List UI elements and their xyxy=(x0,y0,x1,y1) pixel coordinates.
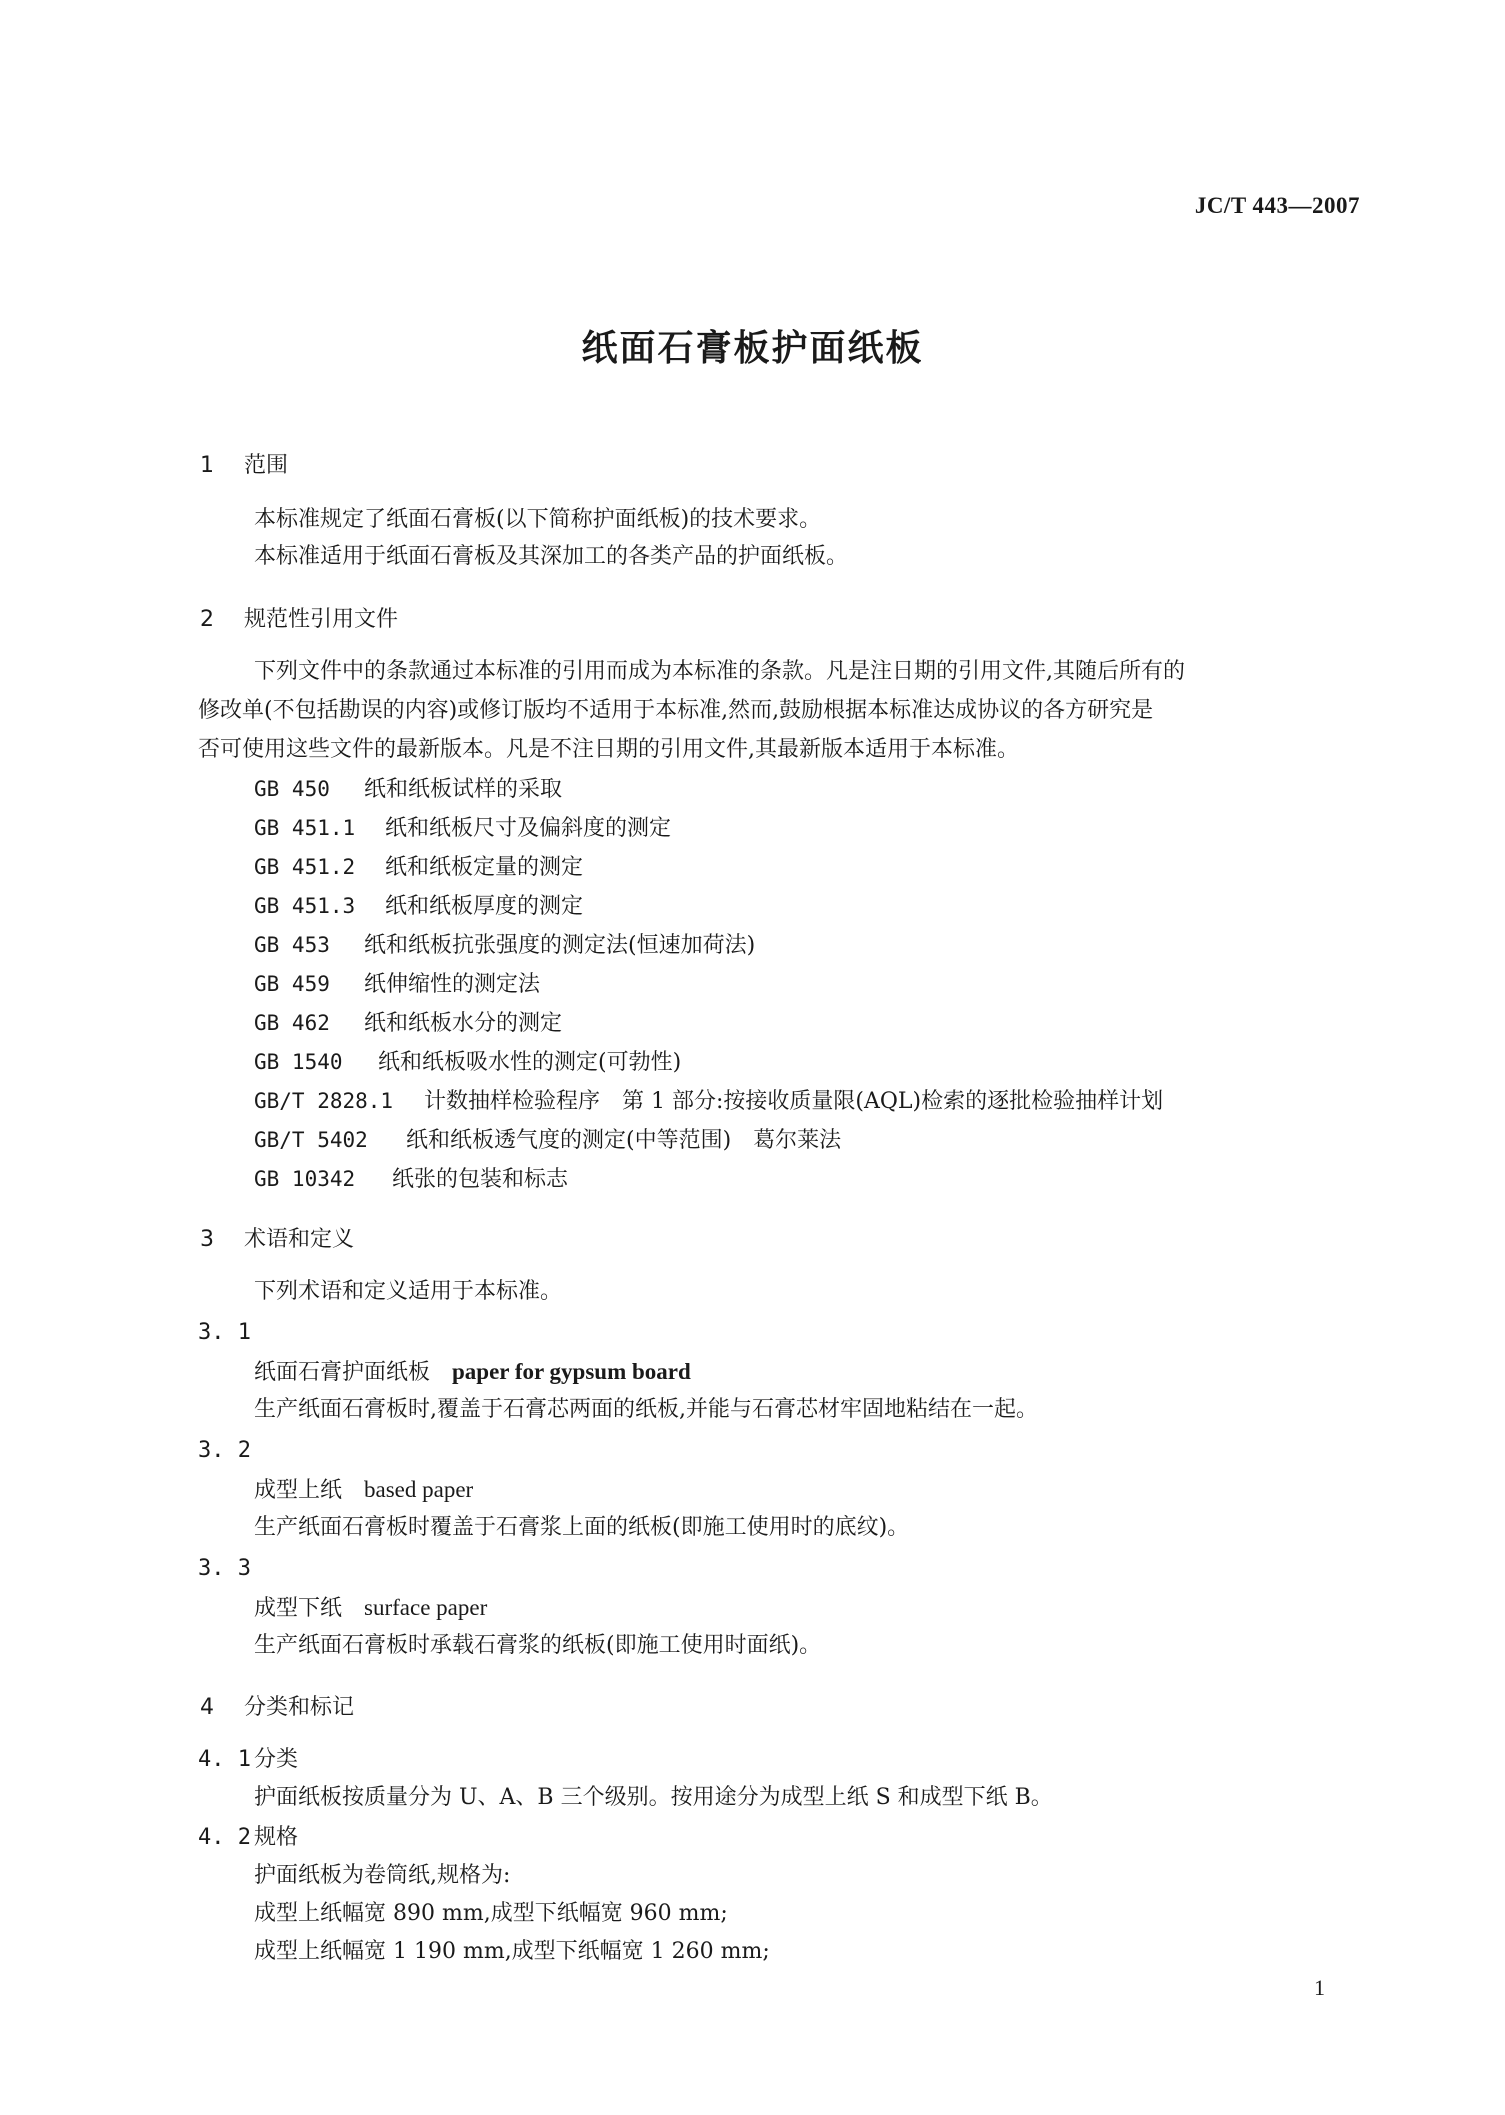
term-definition: 生产纸面石膏板时承载石膏浆的纸板(即施工使用时面纸)。 xyxy=(254,1633,822,1658)
subsection-4-2-heading xyxy=(198,1826,298,1850)
paragraph: 护面纸板按质量分为 U、A、B 三个级别。按用途分为成型上纸 S 和成型下纸 B。 xyxy=(254,1785,1053,1810)
paragraph-line: 修改单(不包括勘误的内容)或修订版均不适用于本标准,然而,鼓励根据本标准达成协议的各方研究是 xyxy=(198,698,1154,723)
term-number: 3. 3 xyxy=(198,1556,251,1581)
term-heading xyxy=(254,1478,473,1503)
reference-code: GB 1540 xyxy=(254,1050,343,1074)
term-heading xyxy=(254,1596,487,1621)
paragraph: 下列术语和定义适用于本标准。 xyxy=(254,1279,563,1304)
subsection-number: 4. 1 xyxy=(198,1747,251,1772)
reference-code: GB 451.1 xyxy=(254,816,356,840)
reference-item xyxy=(254,816,671,841)
reference-title: 纸张的包装和标志 xyxy=(392,1167,569,1192)
term-english: surface paper xyxy=(364,1595,488,1620)
term-chinese: 成型下纸 xyxy=(254,1596,343,1621)
reference-code: GB 450 xyxy=(254,777,330,801)
section-title: 规范性引用文件 xyxy=(244,607,399,632)
reference-code: GB/T 5402 xyxy=(254,1128,368,1152)
reference-code: GB 459 xyxy=(254,972,330,996)
reference-item xyxy=(254,1011,562,1036)
term-heading xyxy=(254,1360,691,1385)
reference-item xyxy=(254,972,540,997)
term-english: based paper xyxy=(364,1477,474,1502)
reference-code: GB 462 xyxy=(254,1011,330,1035)
term-number: 3. 1 xyxy=(198,1320,251,1345)
term-number: 3. 2 xyxy=(198,1438,251,1463)
reference-title: 纸和纸板抗张强度的测定法(恒速加荷法) xyxy=(364,933,756,958)
paragraph-line: 下列文件中的条款通过本标准的引用而成为本标准的条款。凡是注日期的引用文件,其随后所有的 xyxy=(254,659,1185,684)
section-number: 2 xyxy=(200,607,214,632)
reference-item xyxy=(254,1128,841,1153)
page-number: 1 xyxy=(1314,1975,1325,2000)
reference-item xyxy=(254,1167,568,1192)
section-3-heading xyxy=(200,1222,354,1253)
reference-title: 纸和纸板吸水性的测定(可勃性) xyxy=(378,1050,682,1075)
reference-item xyxy=(254,777,562,802)
paragraph: 本标准适用于纸面石膏板及其深加工的各类产品的护面纸板。 xyxy=(254,544,849,569)
section-title: 分类和标记 xyxy=(244,1695,355,1720)
reference-item xyxy=(254,855,583,880)
reference-item xyxy=(254,1089,1163,1114)
section-title: 范围 xyxy=(244,453,289,478)
section-1-heading xyxy=(200,448,288,479)
term-definition: 生产纸面石膏板时覆盖于石膏浆上面的纸板(即施工使用时的底纹)。 xyxy=(254,1515,910,1540)
reference-title: 纸伸缩性的测定法 xyxy=(364,972,541,997)
term-definition: 生产纸面石膏板时,覆盖于石膏芯两面的纸板,并能与石膏芯材牢固地粘结在一起。 xyxy=(254,1397,1038,1422)
reference-title: 计数抽样检验程序 第 1 部分:按接收质量限(AQL)检索的逐批检验抽样计划 xyxy=(424,1089,1164,1114)
reference-item xyxy=(254,933,755,958)
reference-item xyxy=(254,894,583,919)
term-english: paper for gypsum board xyxy=(452,1359,691,1384)
subsection-number: 4. 2 xyxy=(198,1825,251,1850)
reference-title: 纸和纸板尺寸及偏斜度的测定 xyxy=(385,816,672,841)
section-number: 3 xyxy=(200,1227,214,1252)
section-number: 1 xyxy=(200,453,214,478)
reference-code: GB 10342 xyxy=(254,1167,356,1191)
section-number: 4 xyxy=(200,1695,214,1720)
paragraph-line: 否可使用这些文件的最新版本。凡是不注日期的引用文件,其最新版本适用于本标准。 xyxy=(198,737,1019,762)
reference-title: 纸和纸板厚度的测定 xyxy=(385,894,584,919)
reference-title: 纸和纸板定量的测定 xyxy=(385,855,584,880)
subsection-title: 分类 xyxy=(254,1747,299,1772)
section-4-heading xyxy=(200,1690,354,1721)
section-title: 术语和定义 xyxy=(244,1227,355,1252)
paragraph-line: 成型上纸幅宽 1 190 mm,成型下纸幅宽 1 260 mm; xyxy=(254,1939,770,1964)
reference-code: GB 453 xyxy=(254,933,330,957)
reference-code: GB 451.3 xyxy=(254,894,356,918)
paragraph-line: 成型上纸幅宽 890 mm,成型下纸幅宽 960 mm; xyxy=(254,1901,728,1926)
subsection-title: 规格 xyxy=(254,1825,299,1850)
paragraph: 本标准规定了纸面石膏板(以下简称护面纸板)的技术要求。 xyxy=(254,507,822,532)
section-2-heading xyxy=(200,602,398,633)
term-chinese: 纸面石膏护面纸板 xyxy=(254,1360,431,1385)
reference-title: 纸和纸板水分的测定 xyxy=(364,1011,563,1036)
reference-code: GB 451.2 xyxy=(254,855,356,879)
subsection-4-1-heading xyxy=(198,1748,298,1772)
paragraph-line: 护面纸板为卷筒纸,规格为: xyxy=(254,1863,511,1888)
reference-code: GB/T 2828.1 xyxy=(254,1089,394,1113)
document-title: 纸面石膏板护面纸板 xyxy=(581,328,924,369)
term-chinese: 成型上纸 xyxy=(254,1478,343,1503)
reference-title: 纸和纸板试样的采取 xyxy=(364,777,563,802)
standard-code: JC/T 443—2007 xyxy=(1194,193,1360,218)
reference-title: 纸和纸板透气度的测定(中等范围) 葛尔莱法 xyxy=(406,1128,842,1153)
reference-item xyxy=(254,1050,681,1075)
